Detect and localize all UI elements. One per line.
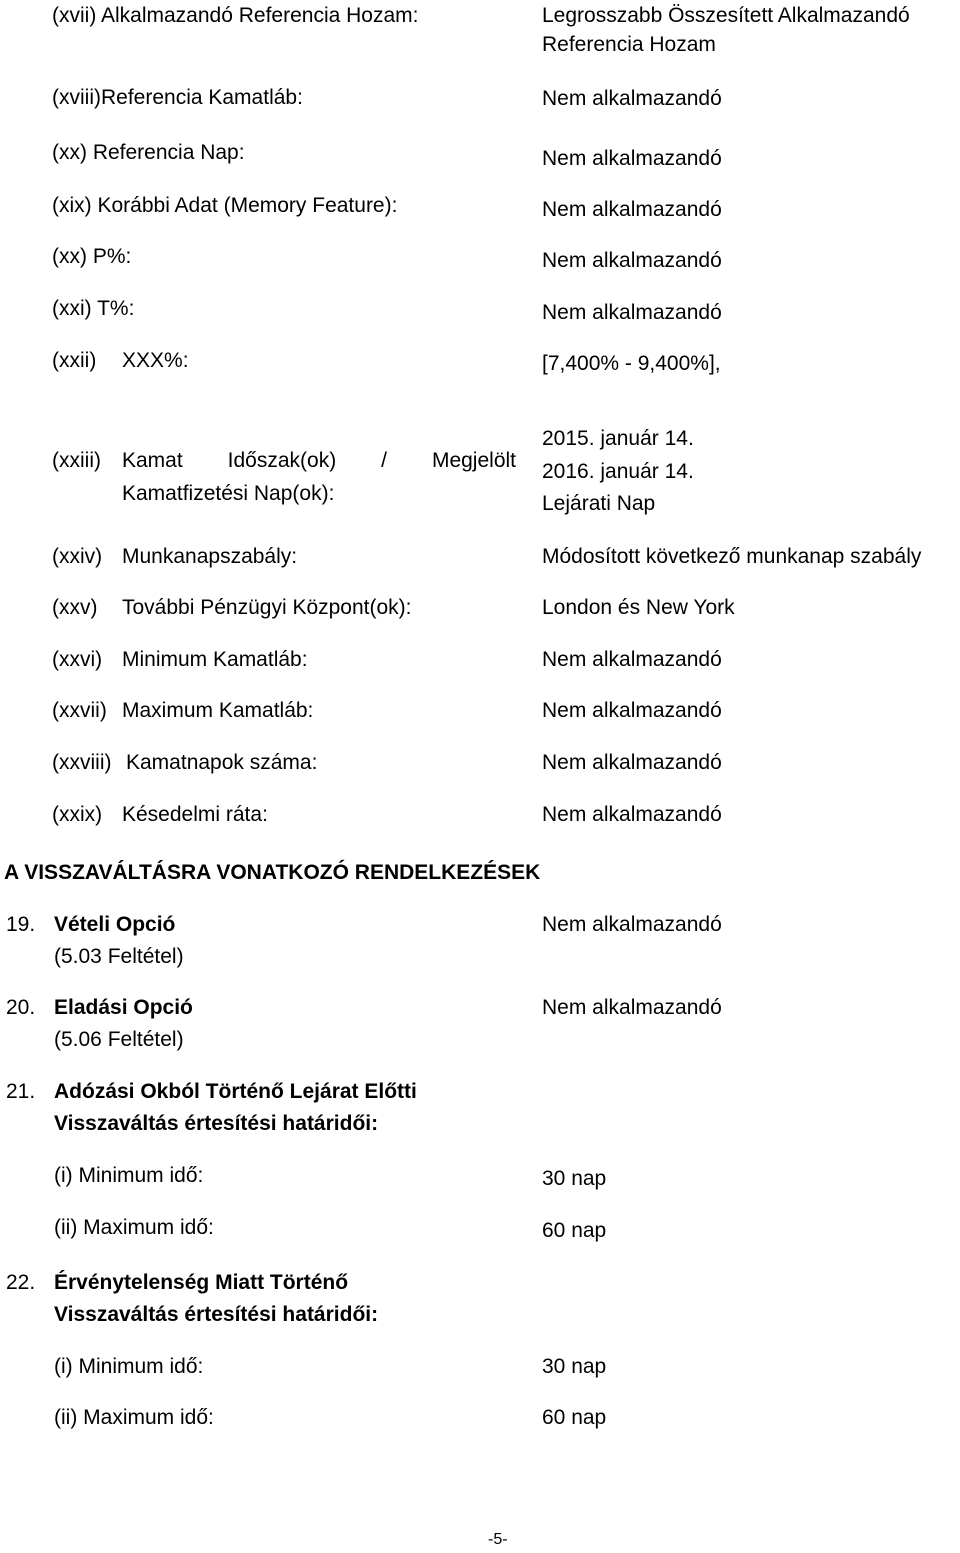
item-22-title-line1: Érvénytelenség Miatt Történő	[54, 1271, 349, 1294]
item-xxix-value: Nem alkalmazandó	[542, 803, 722, 826]
item-xxiii-word-4: Megjelölt	[431, 449, 516, 472]
item-xx-value: Nem alkalmazandó	[542, 147, 722, 170]
item-xvii-value: Legrosszabb Összesített Alkalmazandó	[542, 4, 910, 27]
item-xxiii-value-2: 2016. január 14.	[542, 460, 694, 483]
item-xxvii-number: (xxvii)	[52, 699, 107, 722]
item-22-max-label: (ii) Maximum idő:	[54, 1406, 214, 1429]
item-xx-p-value: Nem alkalmazandó	[542, 249, 722, 272]
item-xviii-label: (xviii)Referencia Kamatláb:	[52, 86, 303, 109]
item-xxix-number: (xxix)	[52, 803, 103, 826]
item-xxix-label: Késedelmi ráta:	[122, 803, 268, 826]
item-xxviii-label: Kamatnapok száma:	[126, 751, 318, 774]
item-xx-label: (xx) Referencia Nap:	[52, 141, 245, 164]
item-20-title: Eladási Opció	[54, 996, 193, 1019]
item-21-min-value: 30 nap	[542, 1167, 607, 1190]
item-xxiii-value-1: 2015. január 14.	[542, 427, 694, 450]
item-xxi-label: (xxi) T%:	[52, 297, 135, 320]
item-xvii-label: (xvii) Alkalmazandó Referencia Hozam:	[52, 4, 419, 27]
item-19-number: 19.	[6, 913, 36, 936]
item-xxiv-number: (xxiv)	[52, 545, 103, 568]
item-21-max-value: 60 nap	[542, 1219, 607, 1242]
item-xxv-label: További Pénzügyi Központ(ok):	[122, 596, 412, 619]
item-xxv-number: (xxv)	[52, 596, 98, 619]
item-21-max-label: (ii) Maximum idő:	[54, 1216, 214, 1239]
item-xviii-value: Nem alkalmazandó	[542, 87, 722, 110]
item-21-title-line2: Visszaváltás értesítési határidői:	[54, 1112, 379, 1135]
item-19-title: Vételi Opció	[54, 913, 176, 936]
item-xx-p-label: (xx) P%:	[52, 245, 132, 268]
section-heading: A VISSZAVÁLTÁSRA VONATKOZÓ RENDELKEZÉSEK	[4, 861, 541, 884]
item-22-min-label: (i) Minimum idő:	[54, 1355, 204, 1378]
item-xxiii-number: (xxiii)	[52, 449, 101, 472]
item-xxiii-value-3: Lejárati Nap	[542, 492, 656, 515]
item-19-subtitle: (5.03 Feltétel)	[54, 945, 184, 968]
item-xxiii-label-line1	[122, 445, 516, 477]
item-xxi-value: Nem alkalmazandó	[542, 301, 722, 324]
item-xxv-value: London és New York	[542, 596, 735, 619]
item-22-number: 22.	[6, 1271, 36, 1294]
item-21-min-label: (i) Minimum idő:	[54, 1164, 204, 1187]
item-21-title-line1: Adózási Okból Történő Lejárat Előtti	[54, 1080, 417, 1103]
item-xxvii-label: Maximum Kamatláb:	[122, 699, 314, 722]
item-xxvi-label: Minimum Kamatláb:	[122, 648, 308, 671]
item-xxiii-word-2: Időszak(ok)	[227, 449, 337, 472]
item-20-number: 20.	[6, 996, 36, 1019]
item-22-title-line2: Visszaváltás értesítési határidői:	[54, 1303, 379, 1326]
item-xxii-value: [7,400% - 9,400%],	[542, 352, 721, 375]
item-20-value: Nem alkalmazandó	[542, 996, 722, 1019]
item-xxiii-word-1: Kamat	[122, 449, 183, 472]
item-xxiii-word-3: /	[381, 449, 387, 472]
item-19-value: Nem alkalmazandó	[542, 913, 722, 936]
item-xxviii-value: Nem alkalmazandó	[542, 751, 722, 774]
item-xix-label: (xix) Korábbi Adat (Memory Feature):	[52, 194, 398, 217]
item-22-max-value: 60 nap	[542, 1406, 607, 1429]
item-21-number: 21.	[6, 1080, 36, 1103]
item-22-min-value: 30 nap	[542, 1355, 607, 1378]
item-xxiii-label-line2: Kamatfizetési Nap(ok):	[122, 482, 335, 505]
item-xxiv-value: Módosított következő munkanap szabály	[542, 545, 922, 568]
item-xvii-value-line2: Referencia Hozam	[542, 33, 716, 56]
item-xxvi-number: (xxvi)	[52, 648, 103, 671]
item-20-subtitle: (5.06 Feltétel)	[54, 1028, 184, 1051]
item-xxviii-number: (xxviii)	[52, 751, 112, 774]
item-xix-value: Nem alkalmazandó	[542, 198, 722, 221]
page-number: -5-	[488, 1531, 508, 1548]
item-xxii-number: (xxii)	[52, 349, 97, 372]
item-xxiv-label: Munkanapszabály:	[122, 545, 298, 568]
item-xxii-label: XXX%:	[122, 349, 189, 372]
item-xxvii-value: Nem alkalmazandó	[542, 699, 722, 722]
item-xxvi-value: Nem alkalmazandó	[542, 648, 722, 671]
